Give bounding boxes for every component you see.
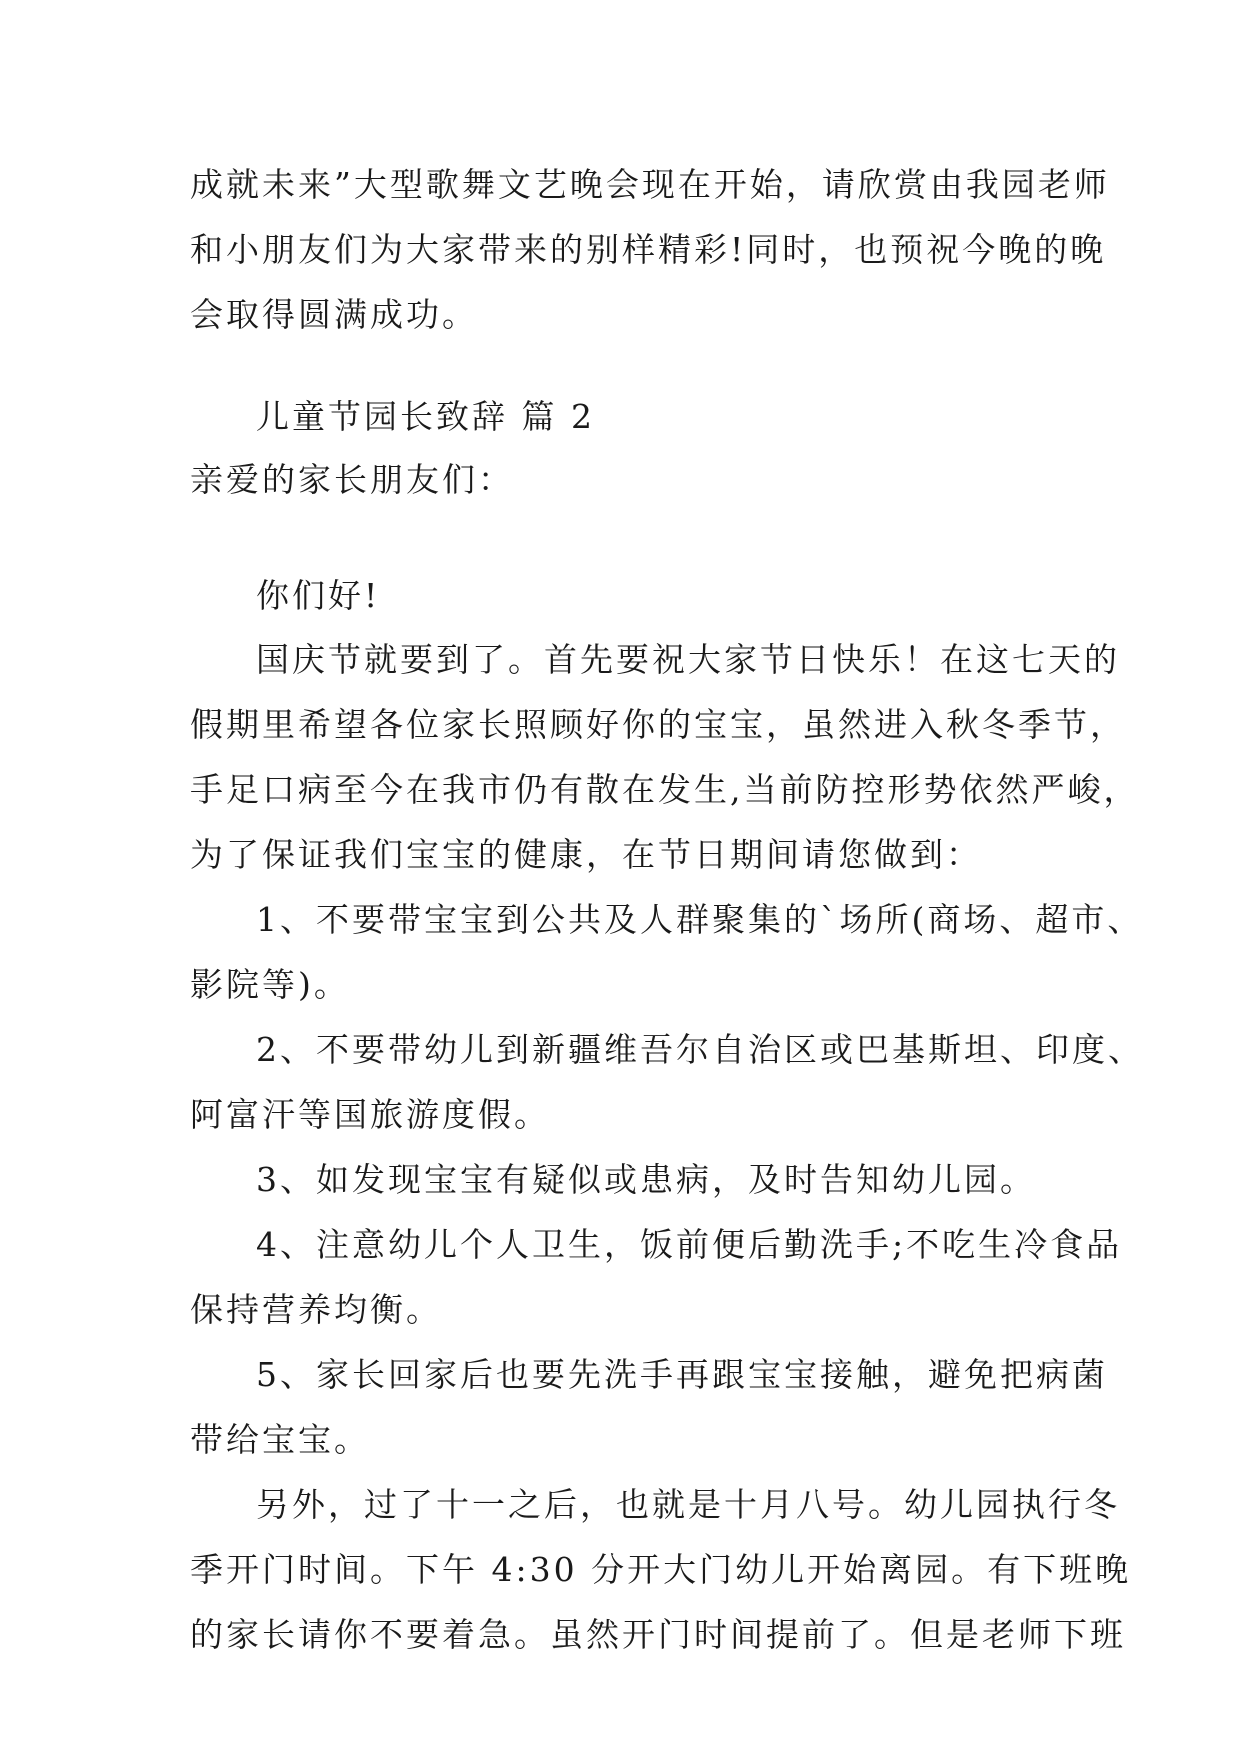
list-item: 4、注意幼儿个人卫生，饭前便后勤洗手;不吃生冷食品 [256, 1225, 1123, 1264]
paragraph-line: 季开门时间。下午 4:30 分开大门幼儿开始离园。有下班晚 [190, 1550, 1132, 1589]
paragraph-line: 假期里希望各位家长照顾好你的宝宝，虽然进入秋冬季节， [190, 705, 1126, 744]
list-item: 3、如发现宝宝有疑似或患病，及时告知幼儿园。 [256, 1160, 1036, 1199]
paragraph-line: 国庆节就要到了。首先要祝大家节日快乐！在这七天的 [256, 640, 1120, 679]
paragraph-line: 和小朋友们为大家带来的别样精彩!同时，也预祝今晚的晚 [190, 230, 1107, 269]
list-item-continuation: 带给宝宝。 [190, 1420, 370, 1459]
list-item-continuation: 阿富汗等国旅游度假。 [190, 1095, 550, 1134]
paragraph-line: 会取得圆满成功。 [190, 295, 478, 334]
section-heading: 儿童节园长致辞 篇 2 [256, 397, 595, 436]
greeting: 你们好! [256, 576, 381, 615]
paragraph-line: 手足口病至今在我市仍有散在发生,当前防控形势依然严峻， [190, 770, 1140, 809]
list-item-continuation: 影院等)。 [190, 965, 350, 1004]
list-item-continuation: 保持营养均衡。 [190, 1290, 442, 1329]
list-item: 5、家长回家后也要先洗手再跟宝宝接触，避免把病菌 [256, 1355, 1108, 1394]
list-item: 2、不要带幼儿到新疆维吾尔自治区或巴基斯坦、印度、 [256, 1030, 1144, 1069]
list-item: 1、不要带宝宝到公共及人群聚集的`场所(商场、超市、 [256, 900, 1144, 939]
paragraph-line: 另外，过了十一之后，也就是十月八号。幼儿园执行冬 [256, 1485, 1120, 1524]
paragraph-line: 成就未来”大型歌舞文艺晚会现在开始，请欣赏由我园老师 [190, 165, 1110, 204]
paragraph-line: 的家长请你不要着急。虽然开门时间提前了。但是老师下班 [190, 1615, 1126, 1654]
salutation: 亲爱的家长朋友们： [190, 460, 514, 499]
paragraph-line: 为了保证我们宝宝的健康，在节日期间请您做到： [190, 835, 982, 874]
